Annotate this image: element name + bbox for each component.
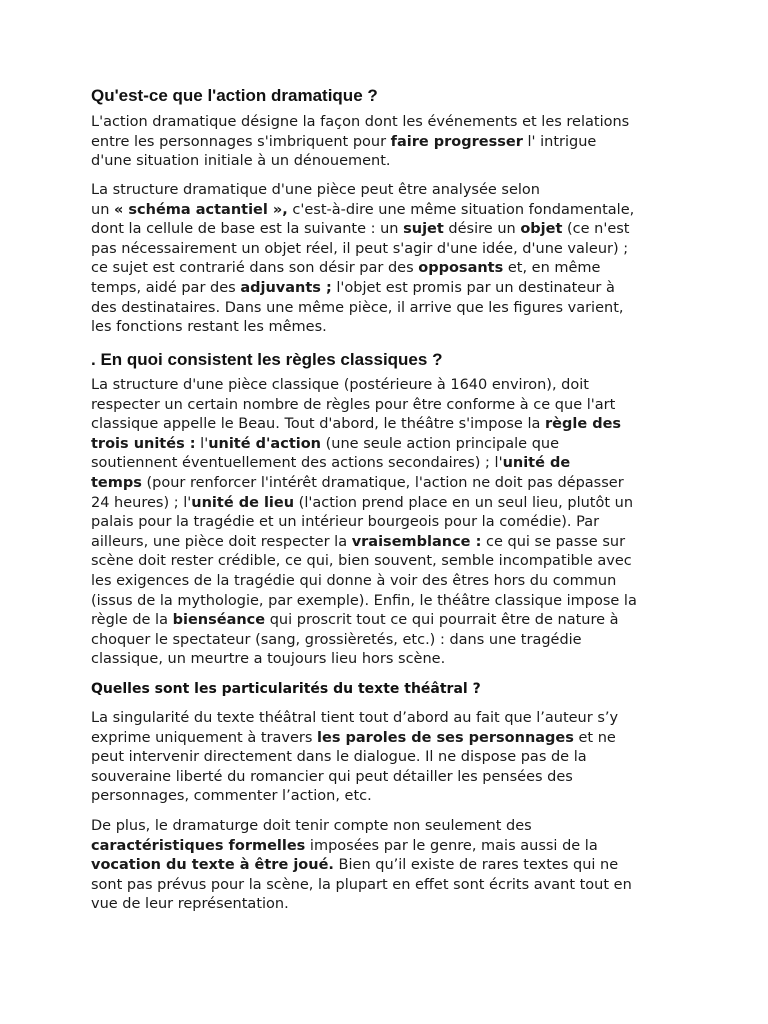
text-run: soutiennent éventuellement des actions secondaires) ; l' (91, 455, 503, 472)
text-line (91, 220, 634, 240)
text-line (91, 876, 632, 896)
text-run: et ne (573, 729, 616, 746)
text-run: les exigences de la tragédie qui donne à voir des êtres hors du commun (91, 572, 617, 589)
text-line (91, 279, 634, 299)
text-run: c'est-à-dire une même situation fondamentale, (287, 201, 635, 218)
paragraph-definition (91, 113, 629, 172)
text-run: ce sujet est contrarié dans son désir par des (91, 260, 419, 277)
text-run: exprime uniquement à travers (91, 729, 318, 746)
bold-text: trois unités : (91, 435, 196, 452)
text-run: classique, un meurtre a toujours lieu hors scène. (91, 651, 446, 668)
text-line (91, 454, 637, 474)
text-line (91, 895, 632, 915)
text-line (91, 748, 618, 768)
text-run: entre les personnages s'imbriquent pour (91, 133, 391, 150)
text-line (91, 787, 618, 807)
text-line (91, 240, 634, 260)
text-run: La structure dramatique d'une pièce peut être analysée selon (91, 182, 540, 198)
bold-text: opposants (418, 260, 504, 277)
text-run: l'objet est promis par un destinateur à (331, 279, 615, 296)
bold-text: unité de (502, 455, 571, 472)
text-line (91, 474, 637, 494)
text-run: règle de la (91, 612, 173, 629)
text-line (91, 376, 637, 396)
text-run: dont la cellule de base est la suivante : un (91, 221, 404, 238)
text-line (91, 552, 637, 572)
bold-text: vocation du texte à être joué. (91, 857, 334, 874)
bold-text: caractéristiques formelles (91, 837, 306, 854)
paragraph-singularite (91, 709, 618, 807)
text-line (91, 650, 637, 670)
text-run: les fonctions restant les mêmes. (91, 319, 327, 336)
heading-action-dramatique: Qu'est-ce que l'action dramatique ? (91, 86, 378, 105)
text-line (91, 494, 637, 514)
text-line (91, 201, 634, 221)
text-line (91, 259, 634, 279)
text-line (91, 837, 632, 857)
text-line (91, 768, 618, 788)
text-run: qui proscrit tout ce qui pourrait être de nature à (265, 612, 619, 629)
text-line (91, 533, 637, 553)
text-line (91, 133, 629, 153)
bold-text: bienséance (172, 612, 266, 629)
text-line (91, 729, 618, 749)
text-run: peut intervenir directement dans le dialogue. Il ne dispose pas de la (91, 749, 587, 766)
text-run: ailleurs, une pièce doit respecter la (91, 533, 352, 550)
text-run: La singularité du texte théâtral tient tout d’abord au fait que l’auteur s’y (91, 710, 619, 726)
text-run: temps, aidé par des (91, 279, 241, 296)
text-run: un (91, 201, 114, 218)
text-run: (pour renforcer l'intérêt dramatique, l'action ne doit pas dépasser (141, 474, 624, 491)
text-line (91, 299, 634, 319)
bold-text: faire progresser (390, 133, 523, 150)
text-run: personnages, commenter l’action, etc. (91, 788, 372, 805)
heading-texte-theatral: Quelles sont les particularités du texte théâtral ? (91, 681, 481, 697)
bold-text: sujet (403, 221, 444, 238)
text-line (91, 513, 637, 533)
text-run: l' intrigue (522, 133, 597, 150)
text-line (91, 152, 629, 172)
heading-regles-classiques: . En quoi consistent les règles classiques ? (91, 350, 443, 369)
paragraph-dramaturge (91, 817, 632, 915)
text-run: sont pas prévus pour la scène, la plupart en effet sont écrits avant tout en (91, 876, 632, 893)
text-line (91, 592, 637, 612)
text-run: ce qui se passe sur (481, 533, 626, 550)
text-run: scène doit rester crédible, ce qui, bien souvent, semble incompatible avec (91, 553, 632, 570)
bold-text: règle des (544, 416, 622, 433)
bold-text: adjuvants ; (240, 279, 332, 296)
text-run: (ce n'est (562, 221, 630, 238)
bold-text: unité d'action (208, 435, 322, 452)
bold-text: « schéma actantiel », (114, 201, 288, 218)
text-line (91, 572, 637, 592)
bold-text: objet (520, 221, 563, 238)
text-run: désire un (443, 221, 521, 238)
text-line (91, 181, 634, 201)
bold-text: les paroles de ses personnages (317, 729, 574, 746)
text-run: (issus de la mythologie, par exemple). Enfin, le théâtre classique impose la (91, 592, 637, 609)
text-run: respecter un certain nombre de règles pour être conforme à ce que l'art (91, 396, 616, 413)
paragraph-schema-actantiel (91, 181, 634, 338)
text-line (91, 611, 637, 631)
text-run: classique appelle le Beau. Tout d'abord, le théâtre s'impose la (91, 416, 545, 433)
text-run: L'action dramatique désigne la façon dont les événements et les relations (91, 114, 630, 130)
text-run: pas nécessairement un objet réel, il peut s'agir d'une idée, d'une valeur) ; (91, 240, 629, 257)
paragraph-regles (91, 376, 637, 670)
text-line (91, 396, 637, 416)
text-run: et, en même (503, 260, 601, 277)
text-line (91, 709, 618, 729)
text-run: Bien qu’il existe de rares textes qui ne (333, 857, 619, 874)
text-run: 24 heures) ; l' (91, 494, 192, 511)
bold-text: unité de lieu (191, 494, 295, 511)
text-line (91, 435, 637, 455)
text-line (91, 113, 629, 133)
text-run: d'une situation initiale à un dénouement. (91, 153, 391, 170)
text-run: La structure d'une pièce classique (postérieure à 1640 environ), doit (91, 377, 589, 393)
text-line (91, 817, 632, 837)
text-run: vue de leur représentation. (91, 896, 289, 913)
text-run: l' (195, 435, 209, 452)
text-run: imposées par le genre, mais aussi de la (305, 837, 598, 854)
bold-text: vraisemblance : (351, 533, 482, 550)
text-run: des destinataires. Dans une même pièce, il arrive que les figures varient, (91, 299, 624, 316)
text-run: De plus, le dramaturge doit tenir compte non seulement des (91, 818, 532, 834)
text-run: (l'action prend place en un seul lieu, plutôt un (294, 494, 634, 511)
text-line (91, 856, 632, 876)
bold-text: temps (91, 474, 142, 491)
text-run: (une seule action principale que (321, 435, 560, 452)
text-line (91, 318, 634, 338)
text-run: choquer le spectateur (sang, grossièretés, etc.) : dans une tragédie (91, 631, 582, 648)
text-line (91, 415, 637, 435)
text-run: palais pour la tragédie et un intérieur bourgeois pour la comédie). Par (91, 514, 600, 531)
text-run: souveraine liberté du romancier qui peut détailler les pensées des (91, 768, 573, 785)
text-line (91, 631, 637, 651)
